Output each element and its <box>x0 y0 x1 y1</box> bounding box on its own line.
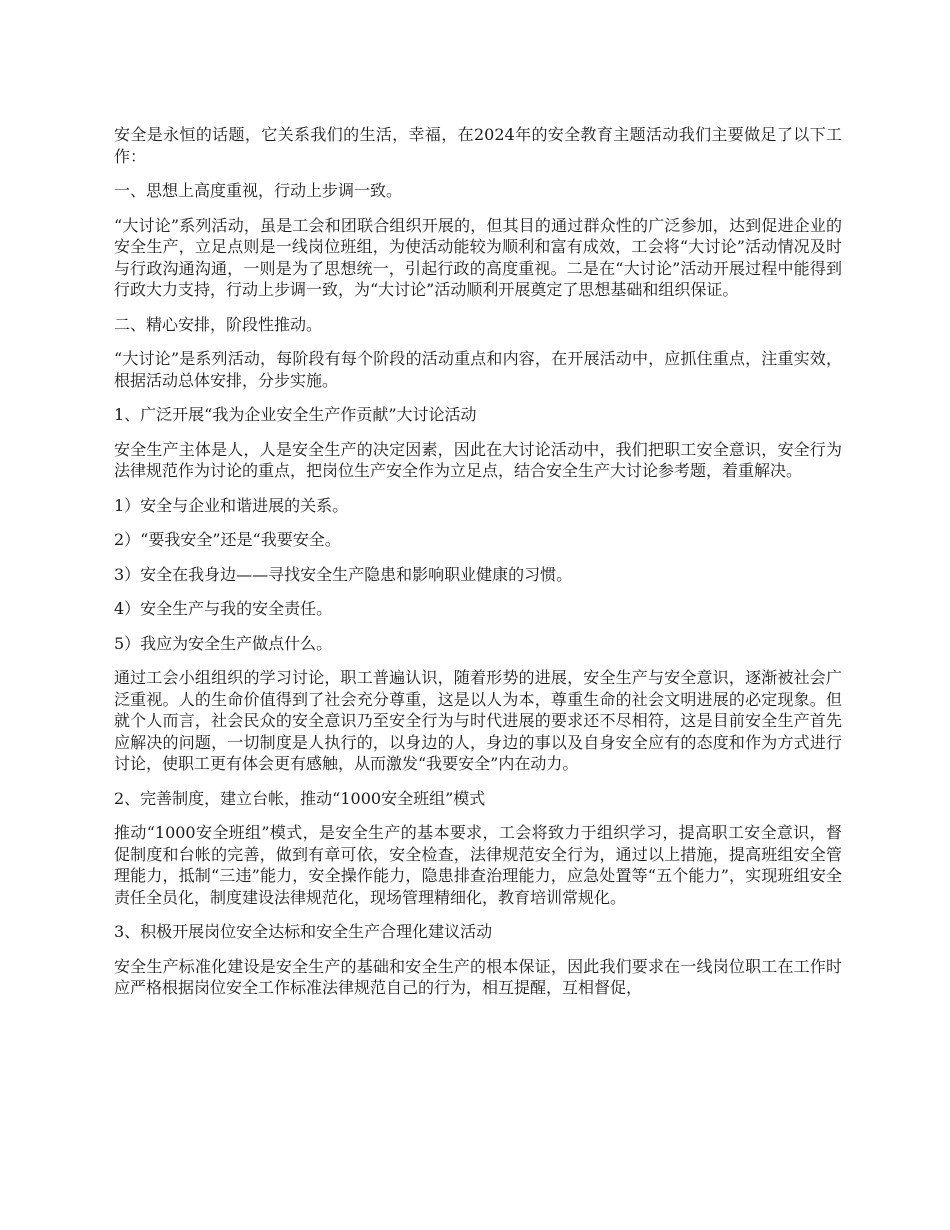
list-item: 3）安全在我身边——寻找安全生产隐患和影响职业健康的习惯。 <box>114 564 573 584</box>
subsection-heading-2: 2、完善制度，建立台帐，推动“1000安全班组”模式 <box>114 788 486 808</box>
list-item: 4）安全生产与我的安全责任。 <box>114 599 333 618</box>
body-paragraph: “大讨论”系列活动，虽是工会和团联合组织开展的，但其目的通过群众性的广泛参加，达到促进企业的安全生产，立足点则是一线岗位班组，为使活动能较为顺利和富有成效，工会将“大讨论”活动情况及时与行政沟通沟通，一则是为了思想统一，引起行政的高度重视。二是在“大讨论”活动开展过程中能得到行政大力支持，行动上步调一致，为“大讨论”活动顺利开展奠定了思想基础和组织保证。 <box>114 215 842 299</box>
body-paragraph: 安全生产主体是人，人是安全生产的决定因素，因此在大讨论活动中，我们把职工安全意识，安全行为法律规范作为讨论的重点，把岗位生产安全作为立足点，结合安全生产大讨论参考题，着重解决。 <box>114 439 842 480</box>
body-paragraph: 安全生产标准化建设是安全生产的基础和安全生产的根本保证，因此我们要求在一线岗位职工在工作时应严格根据岗位安全工作标准法律规范自己的行为，相互提醒，互相督促， <box>114 956 842 997</box>
list-item: 5）我应为安全生产做点什么。 <box>114 633 333 653</box>
list-item: 2）“要我安全”还是“我要安全。 <box>114 530 341 549</box>
subsection-heading-3: 3、积极开展岗位安全达标和安全生产合理化建议活动 <box>114 922 493 941</box>
body-paragraph: 推动“1000安全班组”模式，是安全生产的基本要求，工会将致力于组织学习，提高职工安全意识，督促制度和台帐的完善，做到有章可依，安全检查，法律规范安全行为，通过以上措施，提高班组安全管理能力，抵制“三违”能力，安全操作能力，隐患排查治理能力，应急处置等“五个能力”，实现班组安全责任全员化，制度建设法律规范化，现场管理精细化，教育培训常规化。 <box>114 823 842 907</box>
list-item: 1）安全与企业和谐进展的关系。 <box>114 495 349 515</box>
body-paragraph: “大讨论”是系列活动，每阶段有每个阶段的活动重点和内容，在开展活动中，应抓住重点，注重实效，根据活动总体安排，分步实施。 <box>114 349 842 390</box>
body-paragraph: 通过工会小组组织的学习讨论，职工普遍认识，随着形势的进展，安全生产与安全意识，逐渐被社会广泛重视。人的生命价值得到了社会充分尊重，这是以人为本，尊重生命的社会文明进展的必定现象。但就个人而言，社会民众的安全意识乃至安全行为与时代进展的要求还不尽相符，这是目前安全生产首先应解决的问题，一切制度是人执行的，以身边的人，身边的事以及自身安全应有的态度和作为方式进行讨论，使职工更有体会更有感触，从而激发“我要安全”内在动力。 <box>114 668 842 773</box>
section-heading-2: 二、精心安排，阶段性推动。 <box>114 314 323 334</box>
document-body <box>114 124 842 1012</box>
intro-paragraph: 安全是永恒的话题，它关系我们的生活，幸福，在2024年的安全教育主题活动我们主要做足了以下工作： <box>114 125 842 166</box>
section-heading-1: 一、思想上高度重视，行动上步调一致。 <box>114 181 403 200</box>
subsection-heading-1: 1、广泛开展“我为企业安全生产作贡献”大讨论活动 <box>114 405 477 424</box>
